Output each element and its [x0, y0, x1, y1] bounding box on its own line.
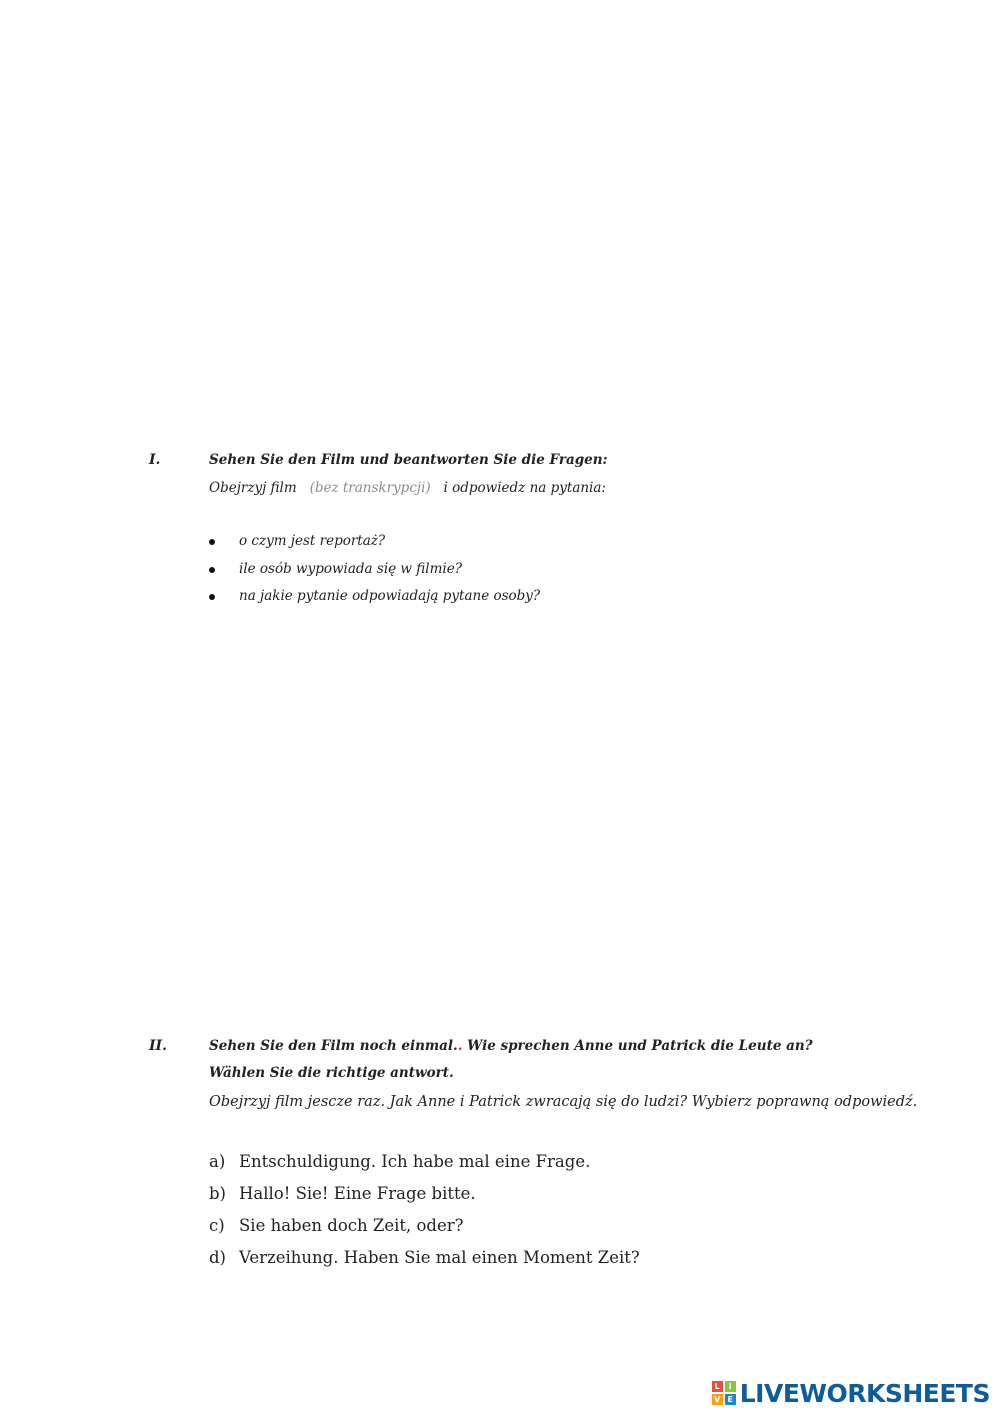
section-2-title	[209, 1033, 869, 1087]
question-text: na jakie pytanie odpowiadają pytane osoby?	[239, 588, 541, 604]
section-2-title-part2: Wie sprechen Anne und Patrick die Leute an? Wählen Sie die richtige antwort.	[209, 1038, 813, 1081]
bullet-icon	[209, 539, 215, 545]
option-c[interactable]	[209, 1210, 640, 1242]
section-2-title-red-dot: .	[457, 1038, 463, 1054]
liveworksheets-logo-icon	[712, 1381, 736, 1405]
logo-tile-v: V	[712, 1394, 723, 1405]
section-1-title: Sehen Sie den Film und beantworten Sie die Fragen:	[209, 452, 608, 468]
section-1-question-list	[209, 528, 540, 611]
option-b[interactable]	[209, 1178, 640, 1210]
option-letter: a)	[209, 1152, 226, 1171]
section-1-subtitle	[209, 480, 606, 496]
list-item	[209, 528, 540, 556]
option-text: Verzeihung. Haben Sie mal einen Moment Zeit?	[239, 1248, 640, 1267]
option-d[interactable]	[209, 1242, 640, 1274]
section-2-number: II.	[149, 1038, 167, 1054]
section-2-subtitle: Obejrzyj film jescze raz. Jak Anne i Patrick zwracają się do ludzi? Wybierz poprawną odpowiedź.	[209, 1094, 918, 1110]
bullet-icon	[209, 594, 215, 600]
option-letter: b)	[209, 1184, 226, 1203]
bullet-icon	[209, 567, 215, 573]
list-item	[209, 583, 540, 611]
option-text: Hallo! Sie! Eine Frage bitte.	[239, 1184, 476, 1203]
option-letter: c)	[209, 1216, 225, 1235]
list-item	[209, 556, 540, 584]
question-text: o czym jest reportaż?	[239, 533, 386, 549]
logo-tile-i: I	[725, 1381, 736, 1392]
question-text: ile osób wypowiada się w filmie?	[239, 560, 462, 577]
liveworksheets-logo	[712, 1376, 990, 1410]
section-1-subtitle-end: i odpowiedz na pytania:	[443, 480, 606, 496]
section-2-title-part1: Sehen Sie den Film noch einmal.	[209, 1038, 458, 1054]
section-1-subtitle-start: Obejrzyj film	[209, 480, 297, 496]
liveworksheets-logo-text: LIVEWORKSHEETS	[739, 1378, 990, 1408]
logo-tile-l: L	[712, 1381, 723, 1392]
section-1-subtitle-note: (bez transkrypcji)	[309, 480, 431, 496]
section-2-options	[209, 1146, 640, 1274]
option-a[interactable]	[209, 1146, 640, 1178]
option-text: Sie haben doch Zeit, oder?	[239, 1216, 464, 1235]
option-text: Entschuldigung. Ich habe mal eine Frage.	[239, 1152, 591, 1171]
section-1-number: I.	[149, 452, 161, 468]
option-letter: d)	[209, 1248, 226, 1267]
logo-tile-e: E	[725, 1394, 736, 1405]
